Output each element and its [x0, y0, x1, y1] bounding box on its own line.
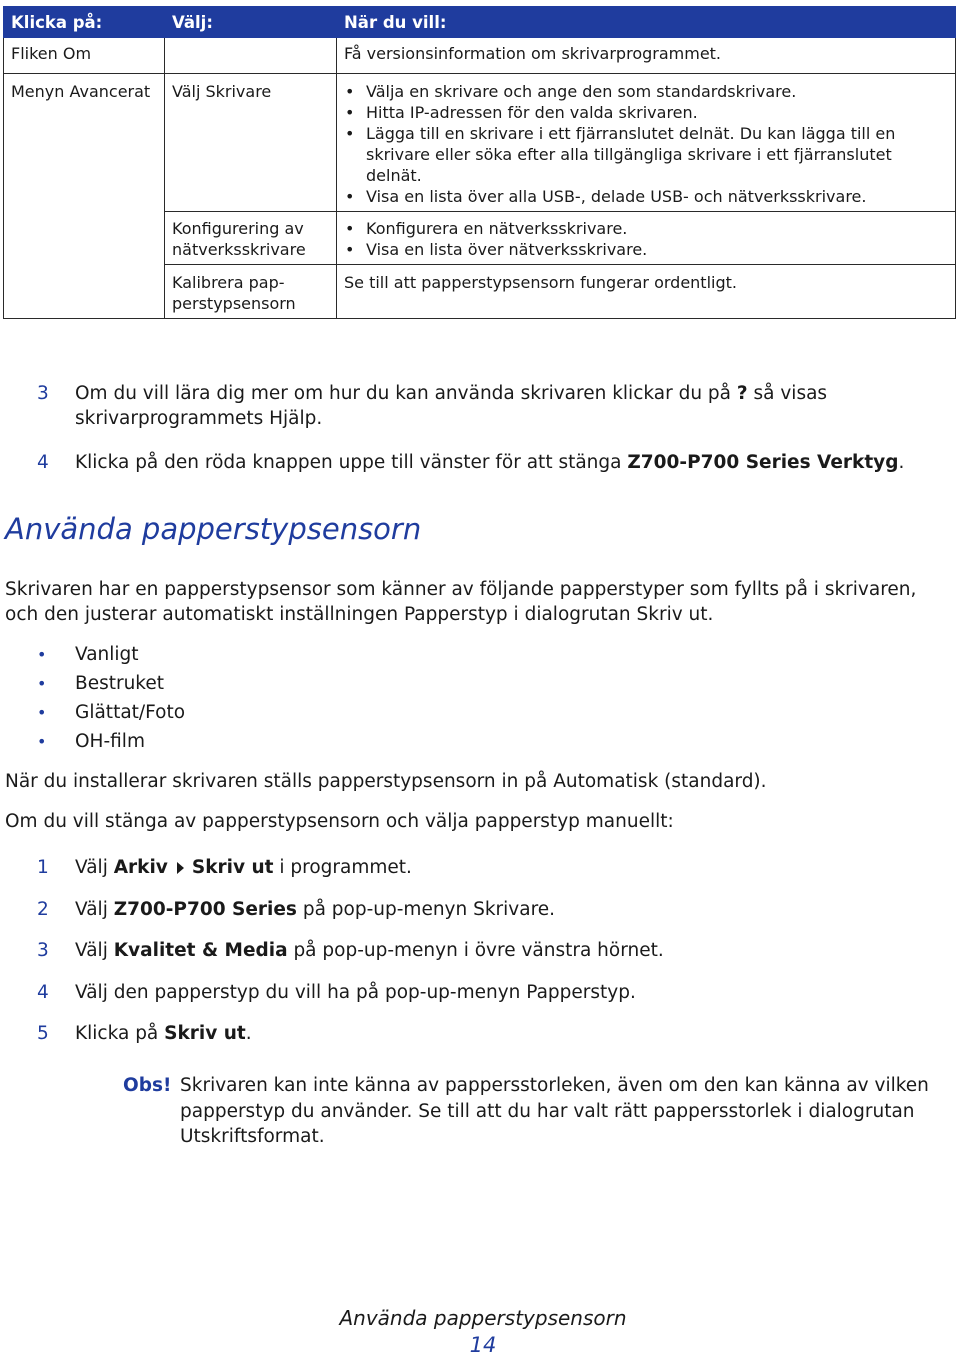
header-click: Klicka på: — [4, 7, 165, 38]
list-item: Vanligt — [75, 644, 139, 665]
list-item: Glättat/Foto — [75, 702, 186, 723]
step-select-printer — [75, 897, 935, 922]
app-name: Z700-P700 Series Verktyg — [627, 452, 899, 473]
options-table — [3, 6, 956, 319]
step-number: 1 — [37, 857, 49, 878]
print-button-ref: Skriv ut — [164, 1023, 246, 1044]
bullet-icon: • — [37, 674, 47, 693]
menu-file: Arkiv — [113, 857, 168, 878]
manual-intro: Om du vill stänga av papperstypsensorn och välja papperstyp manuellt: — [5, 811, 674, 832]
quality-media: Kvalitet & Media — [113, 940, 288, 961]
header-when: När du vill: — [337, 7, 956, 38]
section-intro: Skrivaren har en papperstypsensor som känner av följande papperstyper som fyllts på i skrivaren, och den justerar automatiskt inställningen Papperstyp i dialogrutan Skriv ut. — [5, 579, 917, 625]
cell-network-config-desc — [337, 212, 956, 265]
submenu-arrow-icon — [177, 862, 184, 874]
step-text: på pop-up-menyn Skrivare. — [296, 899, 556, 920]
list-item: • Visa en lista över nätverksskrivare. — [366, 239, 948, 260]
list-item: • Lägga till en skrivare i ett fjärranslutet delnät. Du kan lägga till en skrivare eller söka efter alla tillgängliga skrivare i ett fjärranslutet delnät. — [366, 123, 948, 186]
list-item: • Visa en lista över alla USB-, delade USB- och nätverksskrivare. — [366, 186, 948, 207]
header-choose: Välj: — [165, 7, 337, 38]
cell-about-choose — [165, 38, 337, 74]
step-text: i programmet. — [273, 857, 412, 878]
cell-network-config: Konfigurering av nätverksskrivare — [165, 212, 337, 265]
note-text: Skrivaren kan inte känna av pappersstorleken, även om den kan känna av vilken papperstyp du använder. Se till att du har valt rätt pappersstorlek i dialogrutan Utskriftsformat. — [180, 1075, 929, 1147]
bullet-icon: • — [37, 703, 47, 722]
cell-select-printer: Välj Skrivare — [165, 74, 337, 212]
step-number: 4 — [37, 982, 49, 1003]
step-text: på pop-up-menyn i övre vänstra hörnet. — [287, 940, 664, 961]
network-config-list — [344, 218, 948, 260]
bullet-icon: • — [37, 645, 47, 664]
step-select-quality — [75, 938, 935, 963]
step-click-print — [75, 1021, 935, 1046]
step-text: Välj — [75, 899, 114, 920]
select-printer-list — [344, 81, 948, 207]
page-number: 14 — [469, 1333, 497, 1357]
step-text: så visas skrivarprogrammets Hjälp. — [75, 383, 828, 429]
step-number: 2 — [37, 899, 49, 920]
printer-name: Z700-P700 Series — [113, 899, 297, 920]
step-number: 3 — [37, 940, 49, 961]
list-item: OH-film — [75, 731, 145, 752]
list-item: • Hitta IP-adressen för den valda skrivaren. — [366, 102, 948, 123]
step-close — [75, 450, 935, 475]
default-note: När du installerar skrivaren ställs papperstypsensorn in på Automatisk (standard). — [5, 771, 767, 792]
step-number: 5 — [37, 1023, 49, 1044]
step-number: 4 — [37, 452, 49, 473]
footer-title: Använda papperstypsensorn — [339, 1306, 627, 1330]
step-text: Klicka på — [75, 1023, 165, 1044]
section-heading: Använda papperstypsensorn — [5, 512, 422, 546]
cell-about-desc: Få versionsinformation om skrivarprogrammet. — [337, 38, 956, 74]
cell-advanced-click: Menyn Avancerat — [4, 74, 165, 319]
table-row — [4, 38, 956, 74]
bullet-icon: • — [37, 732, 47, 751]
step-text: . — [245, 1023, 252, 1044]
step-help — [75, 381, 935, 431]
step-number: 3 — [37, 383, 49, 404]
cell-about-click: Fliken Om — [4, 38, 165, 74]
step-text: Klicka på den röda knappen uppe till vänster för att stänga — [75, 452, 628, 473]
menu-print: Skriv ut — [191, 857, 274, 878]
cell-calibrate-desc: Se till att papperstypsensorn fungerar ordentligt. — [337, 265, 956, 319]
list-item: • Välja en skrivare och ange den som standardskrivare. — [366, 81, 948, 102]
step-text: Om du vill lära dig mer om hur du kan använda skrivaren klickar du på — [75, 383, 737, 404]
note-label: Obs! — [123, 1075, 172, 1096]
help-symbol: ? — [736, 383, 748, 404]
step-text: . — [898, 452, 905, 473]
list-item: Bestruket — [75, 673, 164, 694]
list-item: • Konfigurera en nätverksskrivare. — [366, 218, 948, 239]
step-text: Välj — [75, 940, 114, 961]
table-header-row — [4, 7, 956, 38]
cell-calibrate: Kalibrera pap-perstypsensorn — [165, 265, 337, 319]
step-select-papertype: Välj den papperstyp du vill ha på pop-up-menyn Papperstyp. — [75, 982, 636, 1003]
table-row — [4, 74, 956, 212]
step-text: Välj — [75, 857, 114, 878]
cell-select-printer-desc — [337, 74, 956, 212]
step-select-print — [75, 855, 935, 880]
